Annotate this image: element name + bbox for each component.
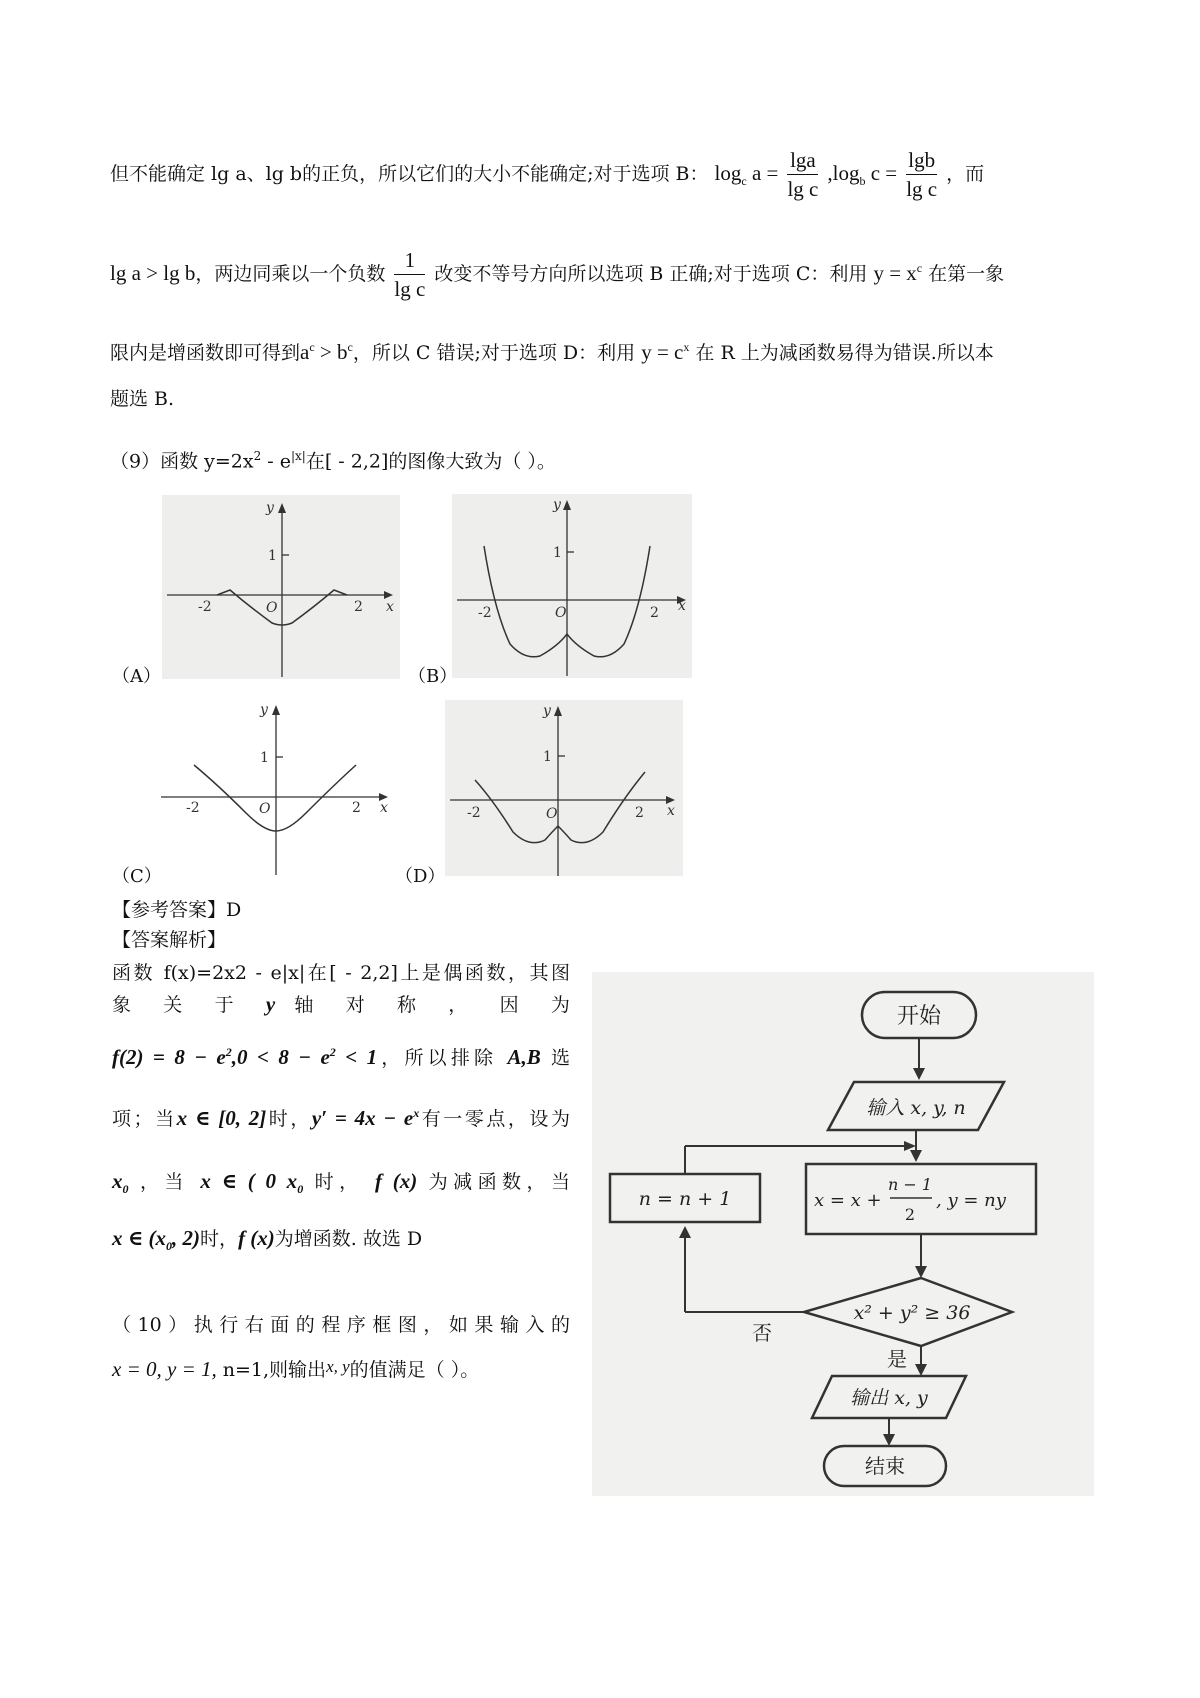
fraction-lga-lgc: $\frac{\lg a}{\text{lg c}}$ — [787, 148, 819, 201]
flowchart-update-xy-a: x = x + — [814, 1190, 882, 1211]
fraction-one-lgc: $\frac{1}{\text{lg c}}$ — [394, 248, 426, 301]
graph-d-tick-1: 1 — [543, 749, 552, 765]
graph-b-x-label: x — [678, 598, 686, 614]
graph-c-label: （C） — [112, 866, 162, 887]
flowchart-yes-label: 是 — [887, 1347, 907, 1371]
flowchart-input: 输入 x, y, n — [866, 1097, 966, 1119]
flowchart-no-label: 否 — [752, 1321, 772, 1345]
flowchart-start: 开始 — [896, 1004, 942, 1029]
graph-b — [452, 494, 692, 678]
para1-line4: 题选 B. — [110, 388, 175, 410]
graph-b-origin: O — [555, 605, 567, 621]
graph-c-tick-neg2: -2 — [186, 800, 200, 816]
question-10-line1: （10）执行右面的程序框图，如果输入的 — [112, 1314, 570, 1336]
graph-d-tick-neg2: -2 — [467, 805, 481, 821]
graph-b-tick-neg2: -2 — [478, 605, 492, 621]
graph-a — [162, 495, 400, 679]
question-9: （9）函数 $y=2x^2 - e^{|x|}$在[ - 2,2]的图像大致为（ ）。 — [110, 449, 556, 473]
graph-c-x-label: x — [380, 800, 388, 816]
graph-b-label: （B） — [408, 666, 458, 687]
flowchart-update-xy-b: , y = ny — [936, 1190, 1006, 1211]
graph-d-y-label: y — [543, 703, 551, 719]
answer-analysis-heading: 【答案解析】 — [112, 929, 227, 951]
graph-b-y-label: y — [553, 497, 561, 513]
solution-line5: $x_0$ ，当 x ∈ ( 0 $x_0$ 时， f (x) 为减函数，当 — [112, 1169, 570, 1197]
flowchart-output: 输出 x, y — [850, 1387, 928, 1409]
reference-answer: 【参考答案】D — [112, 899, 242, 921]
flowchart-condition: x² + y² ≥ 36 — [853, 1302, 971, 1324]
graph-a-y-label: y — [266, 500, 274, 516]
graph-c-y-label: y — [260, 702, 268, 718]
question-10-line2: x = 0, y = 1, n=1,则输出x, y的值满足（ ）。 — [112, 1357, 480, 1381]
para1-line1: 但不能确定 lg a、lg b的正负，所以它们的大小不能确定;对于选项 B： $\log_c a$ = $\frac{\lg a}{\text{lg c}}$ $,\log_b$ c = $\frac{\lg b}{\text{lg c}}$ ，而 — [110, 148, 985, 201]
flowchart-update-xy-den: 2 — [904, 1205, 916, 1224]
graph-b-tick-2: 2 — [650, 605, 659, 621]
flowchart — [592, 972, 1094, 1496]
graph-c-origin: O — [259, 801, 271, 817]
graph-d-x-label: x — [667, 803, 675, 819]
fraction-lgb-lgc: $\frac{\lg b}{\text{lg c}}$ — [906, 148, 938, 201]
graph-d — [445, 700, 683, 876]
graph-c-tick-2: 2 — [352, 800, 361, 816]
graph-b-tick-1: 1 — [553, 545, 562, 561]
solution-line2: 象 关 于 y 轴 对 称 ， 因 为 — [112, 992, 570, 1016]
graph-a-origin: O — [266, 600, 278, 616]
graph-c-tick-1: 1 — [260, 750, 269, 766]
graph-a-tick-neg2: -2 — [198, 599, 212, 615]
solution-line6: x ∈ ($x_0$, 2)时，f (x)为增函数. 故选 D — [112, 1226, 423, 1254]
para1-line3: 限内是增函数即可得到$a^c > b^c$，所以 C 错误;对于选项 D：利用 $y = c^x$ 在 R 上为减函数易得为错误.所以本 — [110, 340, 994, 364]
solution-line4: 项；当x ∈ [0, 2]时，$y' = 4x - e^x$有一零点，设为 — [112, 1106, 570, 1130]
flowchart-update-xy-num: n − 1 — [887, 1175, 933, 1194]
graph-a-label: （A） — [112, 666, 161, 687]
solution-line3: $f(2) = 8 - e^2,0 < 8 - e^2 < 1$，所以排除 A,B 选 — [112, 1045, 570, 1069]
flowchart-end: 结束 — [865, 1454, 905, 1478]
graph-a-tick-1: 1 — [268, 548, 277, 564]
flowchart-update-n: n = n + 1 — [638, 1188, 732, 1210]
graph-a-x-label: x — [386, 599, 394, 615]
graph-a-tick-2: 2 — [354, 599, 363, 615]
solution-line1: 函数 f(x)=2x2 - e|x|在[ - 2,2]上是偶函数，其图 — [112, 962, 570, 984]
graph-c — [156, 697, 396, 875]
graph-d-tick-2: 2 — [635, 805, 644, 821]
graph-d-origin: O — [546, 806, 558, 822]
graph-d-label: （D） — [395, 866, 446, 887]
para1-line2: lg a > lg b，两边同乘以一个负数 $\frac{1}{\text{lg c}}$ 改变不等号方向所以选项 B 正确;对于选项 C：利用 $y = x^c$ 在第一象 — [110, 248, 1005, 301]
